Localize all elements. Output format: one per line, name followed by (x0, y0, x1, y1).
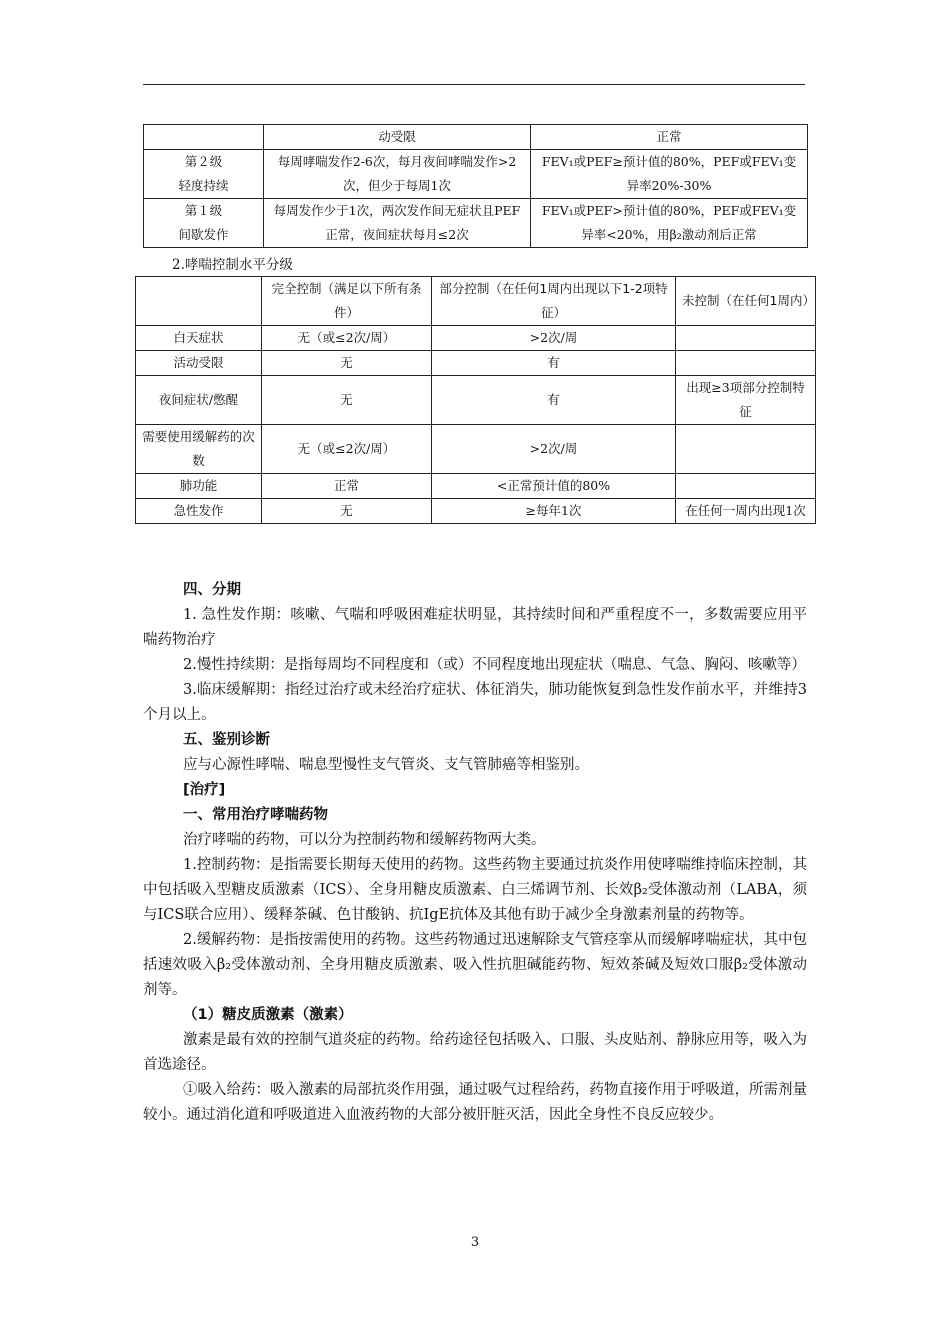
table-cell: 白天症状 (136, 326, 262, 351)
table-row (136, 474, 816, 499)
paragraph: 1.控制药物：是指需要长期每天使用的药物。这些药物主要通过抗炎作用使哮喘维持临床控制，其中包括吸入型糖皮质激素（ICS）、全身用糖皮质激素、白三烯调节剂、长效β₂受体激动剂（LABA，须与ICS联合应用）、缓释茶碱、色甘酸钠、抗IgE抗体及其他有助于减少全身激素剂量的药物等。 (143, 857, 807, 923)
table-cell (676, 425, 816, 474)
table-cell (676, 474, 816, 499)
table-cell: ≥每年1次 (432, 499, 676, 524)
table-header-row (136, 277, 816, 326)
table-cell (676, 351, 816, 376)
table-cell (144, 199, 264, 248)
table-cell: 每周哮喘发作2-6次，每月夜间哮喘发作>2次，但少于每周1次 (264, 150, 531, 199)
table-cell: 急性发作 (136, 499, 262, 524)
severity-table (143, 124, 808, 248)
table-cell (136, 277, 262, 326)
table-cell: 正常 (531, 125, 808, 150)
table-cell: 部分控制（在任何1周内出现以下1-2项特征） (432, 277, 676, 326)
table-cell: 出现≥3项部分控制特征 (676, 376, 816, 425)
paragraph: 2.缓解药物：是指按需使用的药物。这些药物通过迅速解除支气管痉挛从而缓解哮喘症状，其中包括速效吸入β₂受体激动剂、全身用糖皮质激素、吸入性抗胆碱能药物、短效茶碱及短效口服β₂受体激动剂等。 (143, 932, 807, 998)
section-heading: [治疗] (183, 782, 226, 798)
table-cell: 夜间症状/憋醒 (136, 376, 262, 425)
table-row (136, 351, 816, 376)
body-text (143, 578, 807, 1128)
table-row (144, 150, 808, 199)
table-cell: 正常 (262, 474, 432, 499)
table-cell: 无 (262, 376, 432, 425)
header-rule (143, 84, 805, 85)
page-number: 3 (470, 1235, 480, 1250)
table-cell: 每周发作少于1次，两次发作间无症状且PEF正常，夜间症状每月≤2次 (264, 199, 531, 248)
section-heading: （1）糖皮质激素（激素） (183, 1007, 353, 1023)
paragraph: 治疗哮喘的药物，可以分为控制药物和缓解药物两大类。 (183, 832, 546, 848)
table-cell: 需要使用缓解药的次数 (136, 425, 262, 474)
table-cell: FEV₁或PEF>预计值的80%，PEF或FEV₁变异率<20%，用β₂激动剂后正常 (531, 199, 808, 248)
table-cell: >2次/周 (432, 326, 676, 351)
paragraph: 应与心源性哮喘、喘息型慢性支气管炎、支气管肺癌等相鉴别。 (183, 757, 589, 773)
table-row (136, 376, 816, 425)
control-level-table (135, 276, 816, 524)
table-cell: 有 (432, 376, 676, 425)
table-cell: <正常预计值的80% (432, 474, 676, 499)
table-cell: 无 (262, 499, 432, 524)
table-cell: 活动受限 (136, 351, 262, 376)
section-heading: 五、鉴别诊断 (183, 732, 270, 748)
table-row (136, 326, 816, 351)
table-row (144, 199, 808, 248)
table-caption: 2.哮喘控制水平分级 (172, 257, 293, 273)
paragraph: 3.临床缓解期：指经过治疗或未经治疗症状、体征消失，肺功能恢复到急性发作前水平，并维持3个月以上。 (143, 682, 807, 723)
table-row (144, 125, 808, 150)
paragraph: 激素是最有效的控制气道炎症的药物。给药途径包括吸入、口服、头皮贴剂、静脉应用等，吸入为首选途径。 (143, 1032, 807, 1073)
level-label: 第２级 (184, 154, 223, 169)
table-cell: FEV₁或PEF≥预计值的80%，PEF或FEV₁变异率20%-30% (531, 150, 808, 199)
table-cell: 肺功能 (136, 474, 262, 499)
table-cell: 未控制（在任何1周内） (676, 277, 816, 326)
table-cell: 无（或≤2次/周） (262, 425, 432, 474)
level-name: 轻度持续 (178, 178, 229, 193)
section-heading: 四、分期 (183, 582, 241, 598)
table-cell: 有 (432, 351, 676, 376)
table-cell: 动受限 (264, 125, 531, 150)
paragraph: ①吸入给药：吸入激素的局部抗炎作用强，通过吸气过程给药，药物直接作用于呼吸道，所需剂量较小。通过消化道和呼吸道进入血液药物的大部分被肝脏灭活，因此全身性不良反应较少。 (143, 1082, 807, 1123)
paragraph: 1. 急性发作期：咳嗽、气喘和呼吸困难症状明显，其持续时间和严重程度不一，多数需要应用平喘药物治疗 (143, 607, 807, 648)
section-heading: 一、常用治疗哮喘药物 (183, 807, 328, 823)
table-cell: 无（或≤2次/周） (262, 326, 432, 351)
table-row (136, 425, 816, 474)
table-cell (144, 150, 264, 199)
table-cell: 在任何一周内出现1次 (676, 499, 816, 524)
table-cell: 无 (262, 351, 432, 376)
level-name: 间歇发作 (178, 227, 229, 242)
table-cell: >2次/周 (432, 425, 676, 474)
paragraph: 2.慢性持续期：是指每周均不同程度和（或）不同程度地出现症状（喘息、气急、胸闷、咳嗽等） (183, 657, 806, 673)
level-label: 第１级 (184, 203, 223, 218)
table-row (136, 499, 816, 524)
table-cell: 完全控制（满足以下所有条件） (262, 277, 432, 326)
table-cell (676, 326, 816, 351)
table-cell (144, 125, 264, 150)
